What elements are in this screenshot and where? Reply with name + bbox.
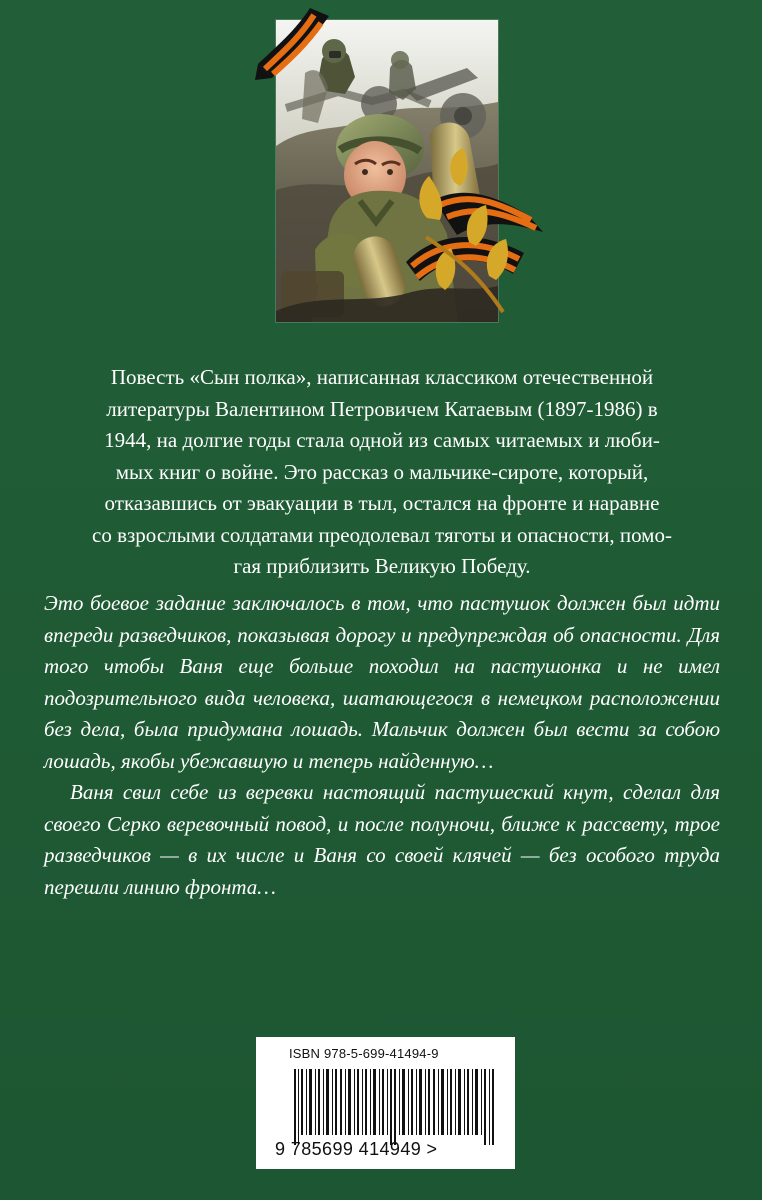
book-summary <box>44 362 720 583</box>
isbn-text: ISBN 978-5-699-41494-9 <box>289 1046 439 1061</box>
barcode-icon <box>294 1069 500 1145</box>
barcode-bars <box>294 1069 500 1145</box>
boy-eye-left <box>362 169 368 175</box>
excerpt-paragraph: Это боевое задание заключалось в том, что пастушок должен был идти впереди разведчиков, показывая дорогу и предупреждая об опасности. Для того чтобы Ваня еще больше походил на пастушонка и не имел подозрительного вида человека, шатающегося в немецком расположении без дела, была придумана лошадь. Мальчик должен был вести за собою лошадь, якобы убежавшую и теперь найденную… <box>44 591 720 773</box>
gold-leaf-icon <box>419 176 442 220</box>
excerpt-paragraph: Ваня свил себе из веревки настоящий пастушеский кнут, сделал для своего Серко веревочный повод, и после полуночи, ближе к рассвету, трое разведчиков — в их числе и Ваня со своей клячей — без особого труда перешли линию фронта… <box>44 780 720 899</box>
book-excerpt <box>44 588 720 903</box>
summary-line: отказавшись от эвакуации в тыл, остался на фронте и наравне <box>104 491 660 515</box>
summary-line: литературы Валентином Петровичем Катаевым (1897-1986) в <box>106 396 658 421</box>
distant-soldier-helmet <box>391 51 409 69</box>
summary-line: 1944, на долгие годы стала одной из самых читаемых и люби- <box>104 428 660 452</box>
summary-line: мых книг о войне. Это рассказ о мальчике-сироте, который, <box>115 459 649 484</box>
gold-leaf-icon <box>450 148 468 186</box>
st-george-ribbon-top-icon <box>255 0 335 88</box>
barcode-number: 9 785699 414949 > <box>275 1139 438 1159</box>
summary-line: со взрослыми солдатами преодолевал тяготы и опасности, помо- <box>92 522 672 547</box>
st-george-ribbon-bottom-icon <box>392 148 552 338</box>
barcode-panel <box>256 1037 515 1169</box>
summary-line: гая приблизить Великую Победу. <box>233 554 531 578</box>
cannon-hub-right <box>454 107 472 125</box>
summary-line: Повесть «Сын полка», написанная классиком отечественной <box>110 365 654 389</box>
